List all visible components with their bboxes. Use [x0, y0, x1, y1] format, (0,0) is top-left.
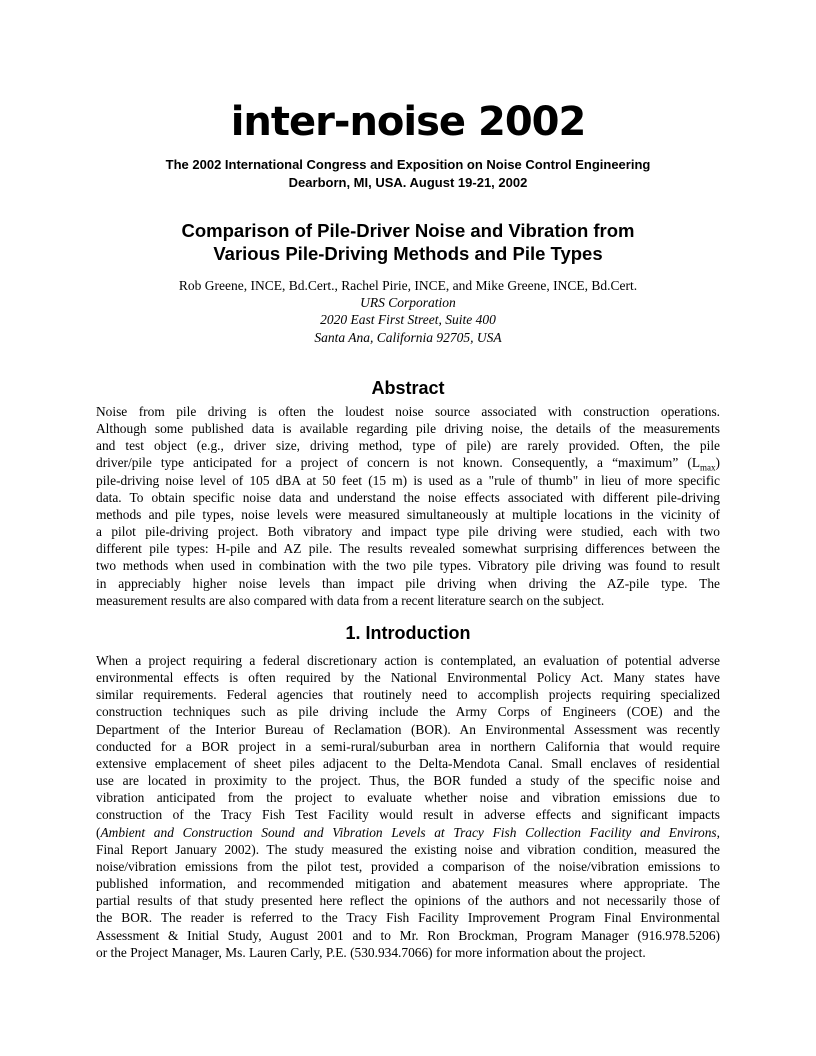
intro-line: conducted for a BOR project in a semi-rural/suburban area in northern California that would require	[96, 738, 720, 754]
intro-line: Final Report January 2002). The study measured the existing noise and vibration condition, measured the	[96, 841, 720, 857]
introduction-body	[96, 652, 720, 961]
intro-line: the BOR. The reader is referred to the Tracy Fish Facility Improvement Program Final Environmental	[96, 910, 720, 926]
paper-title	[0, 219, 816, 265]
intro-line: partial results of that study presented here reflect the opinions of the authors and not necessarily those of	[96, 893, 720, 909]
cite-open: (	[96, 824, 101, 840]
intro-line: construction techniques such as pile driving include the Army Corps of Engineers (COE) and the	[96, 704, 720, 720]
abstract-line: two methods when used in combination with the two pile types. Vibratory pile driving was found to result	[96, 558, 720, 574]
paper-title-line: Comparison of Pile-Driver Noise and Vibration from	[181, 220, 635, 241]
conference-location-date: Dearborn, MI, USA. August 19-21, 2002	[288, 175, 528, 190]
abstract-line: methods and pile types, noise levels were measured simultaneously at multiple locations in the vicinity of	[96, 506, 720, 522]
abstract-heading: Abstract	[371, 378, 445, 398]
intro-line: environmental effects is often required by the National Environmental Policy Act. Many states have	[96, 670, 720, 686]
affiliation-org: URS Corporation	[360, 295, 456, 310]
intro-citation-line	[96, 824, 720, 841]
abstract-line-text: driver/pile type anticipated for a project of concern is not known. Consequently, a “maximum” (L	[96, 455, 701, 471]
abstract-line: pile-driving noise level of 105 dBA at 50 feet (15 m) is used as a "rule of thumb" in lieu of more specific	[96, 472, 720, 488]
affiliation-street: 2020 East First Street, Suite 400	[320, 312, 496, 328]
cite-close: ,	[716, 824, 720, 840]
intro-line: Assessment & Initial Study, August 2001 and to Mr. Ron Brockman, Program Manager (916.978.5206)	[96, 927, 720, 943]
abstract-line: different pile types: H-pile and AZ pile. The results revealed somewhat surprising differences between the	[96, 541, 720, 557]
affiliation	[0, 294, 816, 346]
intro-line: use are located in proximity to the project. Thus, the BOR funded a study of the specific noise and	[96, 773, 720, 789]
introduction-heading: 1. Introduction	[345, 623, 471, 643]
conference-info	[0, 156, 816, 192]
intro-line: extensive emplacement of sheet piles adjacent to the Delta-Mendota Canal. Small enclaves of residential	[96, 755, 720, 771]
paper-title-line: Various Pile-Driving Methods and Pile Types	[213, 243, 603, 264]
intro-line: vibration anticipated from the project to evaluate whether noise and vibration emissions due to	[96, 790, 720, 806]
intro-line: or the Project Manager, Ms. Lauren Carly, P.E. (530.934.7066) for more information about the project.	[96, 944, 646, 960]
intro-line: similar requirements. Federal agencies that routinely need to accomplish projects requiring specialized	[96, 687, 720, 703]
abstract-line: Although some published data is available regarding pile driving noise, the details of the measurements	[96, 421, 720, 437]
affiliation-city: Santa Ana, California 92705, USA	[314, 329, 502, 345]
conference-logo: inter-noise 2002	[230, 99, 586, 145]
abstract-line: and test object (e.g., driver size, driving method, type of pile) are rarely provided. Often, the pile	[96, 438, 720, 454]
abstract-line: in appreciably higher noise levels than impact pile driving when driving the AZ-pile type. The	[96, 575, 720, 591]
report-citation: Ambient and Construction Sound and Vibration Levels at Tracy Fish Collection Facility and Environs	[100, 824, 717, 840]
intro-line: noise/vibration emissions from the pilot test, provided a comparison of the noise/vibration emissions to	[96, 858, 720, 874]
intro-line: published information, and recommended mitigation and abatement measures where appropriate. The	[96, 876, 720, 892]
abstract-line	[96, 454, 720, 474]
author-list: Rob Greene, INCE, Bd.Cert., Rachel Pirie, INCE, and Mike Greene, INCE, Bd.Cert.	[178, 278, 638, 293]
intro-line: When a project requiring a federal discretionary action is contemplated, an evaluation of potential adverse	[96, 653, 720, 668]
abstract-line: Noise from pile driving is often the loudest noise source associated with construction operations.	[96, 404, 720, 419]
abstract-body	[96, 403, 720, 609]
abstract-line: data. To obtain specific noise data and understand the noise effects associated with different pile-driving	[96, 489, 720, 505]
conference-name: The 2002 International Congress and Exposition on Noise Control Engineering	[165, 157, 651, 172]
intro-line: construction of the Tracy Fish Test Facility would result in adverse effects and significant impacts	[96, 807, 720, 823]
lmax-subscript: max	[700, 463, 716, 474]
intro-line: Department of the Interior Bureau of Reclamation (BOR). An Environmental Assessment was recently	[96, 721, 720, 737]
lmax-close-paren: )	[715, 455, 720, 471]
abstract-line: a pilot pile-driving project. Both vibratory and impact type pile driving were studied, each with two	[96, 524, 720, 540]
abstract-line: measurement results are also compared with data from a recent literature search on the subject.	[96, 592, 605, 608]
